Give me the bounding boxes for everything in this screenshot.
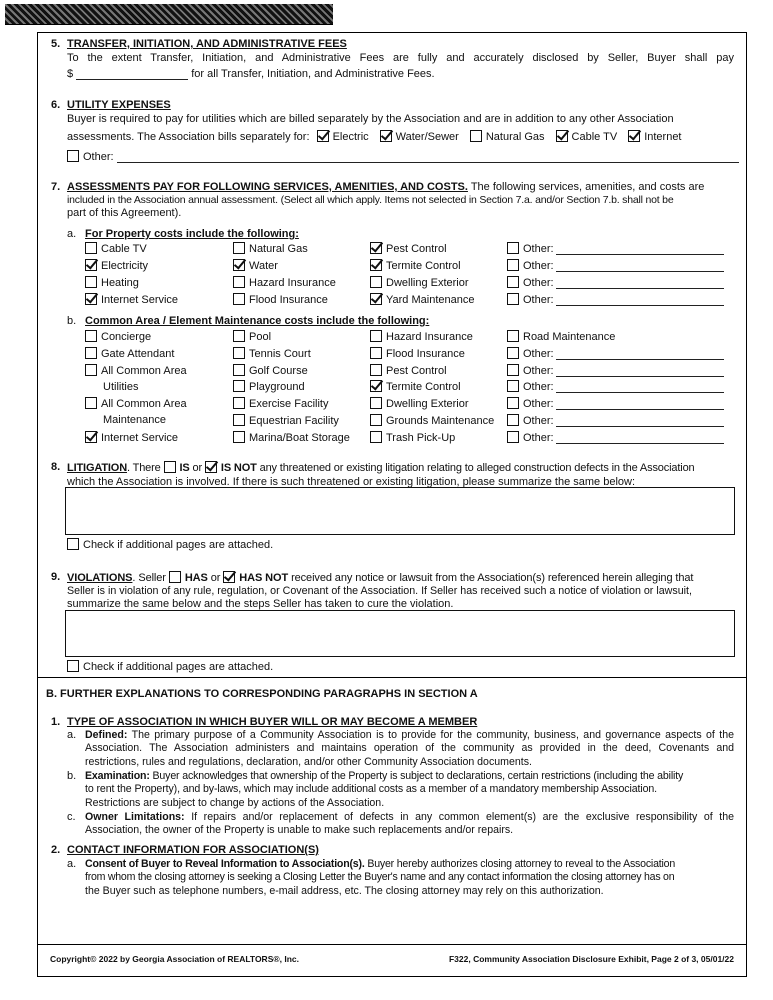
s7b-item-dwelling-exterior[interactable] [370, 397, 469, 410]
sb-p2-number: 2. [51, 844, 61, 856]
s6-title: UTILITY EXPENSES [67, 99, 171, 111]
s6-utility-checkbox[interactable] [470, 130, 482, 142]
sb-p1b-heading: Examination: [85, 770, 150, 782]
s7b-item-label: Dwelling Exterior [386, 398, 469, 411]
s7b-item-marina-boat-storage[interactable] [233, 431, 350, 444]
s7b-item-label-continued: Maintenance [103, 414, 166, 427]
s7a-item-electricity[interactable] [85, 259, 148, 272]
s7b-item-termite-control-checkbox[interactable] [370, 380, 382, 392]
sb-p1-title: TYPE OF ASSOCIATION IN WHICH BUYER WILL OR MAY BECOME A MEMBER [67, 716, 478, 728]
s7a-item-internet-service[interactable] [85, 293, 178, 306]
s6-utility-label: Electric [332, 131, 369, 143]
s7b-item-marina-boat-storage-checkbox[interactable] [233, 431, 245, 443]
s7b-item-all-common-area-checkbox[interactable] [85, 397, 97, 409]
s7b-other-2[interactable] [507, 364, 724, 377]
footer-form-id: F322, Community Association Disclosure Exhibit, Page 2 of 3, 05/01/22 [448, 954, 734, 964]
s7a-other-1[interactable] [507, 242, 724, 255]
s7b-other-label: Other: [523, 347, 554, 360]
s8-pages-checkbox[interactable] [67, 538, 79, 550]
s8-is-checkbox[interactable] [164, 461, 176, 473]
sb-p2a-letter: a. [67, 858, 77, 870]
s7b-title: Common Area / Element Maintenance costs include the following: [85, 315, 430, 327]
s7b-item-all-common-area[interactable] [85, 397, 187, 410]
s7b-other-label: Other: [523, 415, 554, 427]
s9-text-2: Seller is in violation of any rule, regulation, or Covenant of the Association. If Seller has received such a notice of violation or lawsuit, [67, 585, 692, 597]
s7a-item-natural-gas-checkbox[interactable] [233, 242, 245, 254]
s7a-item-termite-control[interactable] [370, 259, 461, 272]
s7b-item-concierge[interactable] [85, 330, 151, 343]
s7b-other-checkbox[interactable] [507, 347, 519, 359]
s7b-item-exercise-facility[interactable] [233, 397, 328, 410]
s7b-other-3[interactable] [507, 380, 724, 393]
s9-summary-box[interactable] [65, 610, 735, 657]
sb-p1c-letter: c. [67, 811, 76, 823]
s7a-item-heating-checkbox[interactable] [85, 276, 97, 288]
s7b-item-label: Gate Attendant [101, 347, 175, 360]
s8-or: or [192, 462, 203, 474]
s7b-item-label: Playground [249, 381, 305, 394]
s7b-item-label: Internet Service [101, 431, 179, 444]
s7a-other-4[interactable] [507, 293, 724, 306]
s7b-item-flood-insurance-checkbox[interactable] [370, 347, 382, 359]
s7b-item-label: Equestrian Facility [249, 415, 339, 427]
s7b-item-grounds-maintenance[interactable] [370, 414, 494, 427]
s6-utility-checkbox[interactable] [556, 130, 568, 142]
s7b-item-pest-control-checkbox[interactable] [370, 364, 382, 376]
s6-text-2: assessments. The Association bills separately for: [67, 131, 310, 143]
s7b-other-field[interactable] [556, 433, 724, 444]
sb-p2a-text-1: Buyer hereby authorizes closing attorney to reveal to the Association [367, 858, 676, 870]
s6-utility-internet[interactable] [628, 131, 681, 143]
sb-p1b-letter: b. [67, 770, 77, 782]
s7b-item-label: Tennis Court [249, 347, 311, 360]
s7a-other-field[interactable] [556, 261, 724, 272]
s7b-other-checkbox[interactable] [507, 364, 519, 376]
s7a-item-pest-control-checkbox[interactable] [370, 242, 382, 254]
s7b-item-label: Trash Pick-Up [386, 431, 456, 444]
s7a-other-label: Other: [523, 277, 554, 289]
section-divider [38, 677, 746, 678]
s7-intro-a: The following services, amenities, and costs are [470, 181, 705, 193]
s7a-item-water-checkbox[interactable] [233, 259, 245, 271]
s7a-item-yard-maintenance-checkbox[interactable] [370, 293, 382, 305]
s7a-item-label: Internet Service [101, 294, 179, 306]
s7b-other-field[interactable] [556, 399, 724, 410]
s7b-item-gate-attendant-checkbox[interactable] [85, 347, 97, 359]
s7-intro [67, 181, 734, 195]
s7b-item-tennis-court[interactable] [233, 347, 311, 360]
s6-other-field[interactable] [117, 152, 739, 163]
s7a-item-natural-gas[interactable] [233, 242, 308, 255]
s9-or: or [210, 572, 221, 584]
s5-fee-text: for all Transfer, Initiation, and Administrative Fees. [191, 68, 435, 80]
sb-p1a-heading: Defined: [85, 729, 128, 741]
s7a-item-cable-tv[interactable] [85, 242, 147, 255]
s8-isnot-checkbox[interactable] [205, 461, 217, 473]
s7a-other-checkbox[interactable] [507, 242, 519, 254]
s6-utility-checkbox[interactable] [380, 130, 392, 142]
s7b-item-dwelling-exterior-checkbox[interactable] [370, 397, 382, 409]
s6-utility-natural-gas[interactable] [470, 131, 545, 143]
sb-p1c [85, 811, 734, 838]
s7a-item-label: Natural Gas [249, 243, 308, 255]
s9-hasnot-checkbox[interactable] [223, 571, 235, 583]
s7b-item-tennis-court-checkbox[interactable] [233, 347, 245, 359]
s7b-other-field[interactable] [556, 416, 724, 427]
sb-p1a-text-3: restrictions, rules and regulations, declaration, and/or other Community Association documents. [85, 755, 532, 768]
s6-utility-checkbox[interactable] [628, 130, 640, 142]
s7b-other-field[interactable] [556, 349, 724, 360]
s8-rest: any threatened or existing litigation relating to alleged construction defects in the Association [259, 462, 695, 474]
s7a-item-heating[interactable] [85, 276, 139, 289]
s7a-other-label: Other: [523, 243, 554, 255]
s7a-item-water[interactable] [233, 259, 278, 272]
s6-utility-label: Natural Gas [485, 131, 545, 143]
s7b-other-label: Other: [523, 381, 554, 394]
s7a-item-label: Yard Maintenance [386, 294, 475, 306]
s5-text: To the extent Transfer, Initiation, and Administrative Fees are fully and accurately disclosed by Seller, Buyer shall pay [67, 52, 734, 64]
s8-number: 8. [51, 461, 61, 473]
form-page [37, 32, 747, 977]
s6-text: Buyer is required to pay for utilities which are billed separately by the Association and are in addition to any other Association [67, 113, 674, 125]
s7b-item-concierge-checkbox[interactable] [85, 330, 97, 342]
s7b-item-label: Termite Control [386, 381, 461, 394]
s7b-item-pest-control[interactable] [370, 364, 447, 377]
s7b-road-checkbox[interactable] [507, 330, 519, 342]
s7b-item-flood-insurance[interactable] [370, 347, 465, 360]
s8-isnot-label: IS NOT [220, 462, 257, 474]
s7a-item-pest-control[interactable] [370, 242, 447, 255]
s7b-item-label: All Common Area [101, 398, 187, 411]
sb-p1b-text-1: Buyer acknowledges that ownership of the Property is subject to declarations, certain restrictions (including the ability [152, 770, 684, 782]
s7b-item-golf-course[interactable] [233, 364, 308, 377]
sb-p2a [85, 858, 734, 898]
s7b-item-label: Marina/Boat Storage [249, 431, 350, 444]
sb-p1c-text-2: Association, the owner of the Property is unable to make such replacements and/or repairs. [85, 824, 514, 837]
s7b-item-label: Concierge [101, 331, 152, 343]
s7b-item-label: Pool [249, 331, 272, 343]
s9-number: 9. [51, 571, 61, 583]
sb-p1c-text-1: If repairs and/or replacement of defects in any common element(s) are the exclusive responsibility of the [191, 811, 734, 823]
sb-p1c-heading: Owner Limitations: [85, 811, 185, 823]
s7b-other-checkbox[interactable] [507, 414, 519, 426]
s7a-item-label: Dwelling Exterior [386, 277, 469, 289]
s7b-other-1[interactable] [507, 347, 724, 360]
s7b-item-label-continued: Utilities [103, 380, 139, 393]
s7b-item-label: All Common Area [101, 364, 187, 377]
s7a-item-dwelling-exterior-checkbox[interactable] [370, 276, 382, 288]
s7a-item-cable-tv-checkbox[interactable] [85, 242, 97, 254]
s9-text-3: summarize the same below and the steps Seller has taken to cure the violation. [67, 598, 454, 610]
s7b-item-label: Pest Control [386, 364, 447, 377]
s7b-item-equestrian-facility[interactable] [233, 414, 339, 427]
s7a-item-label: Heating [101, 277, 139, 289]
s7a-other-field[interactable] [556, 278, 724, 289]
s5-number: 5. [51, 38, 61, 50]
footer-copyright: Copyright© 2022 by Georgia Association of REALTORS®, Inc. [50, 954, 299, 964]
s6-utility-label: Internet [644, 131, 682, 143]
s7a-item-dwelling-exterior[interactable] [370, 276, 469, 289]
s9-pages-checkbox[interactable] [67, 660, 79, 672]
s7a-other-checkbox[interactable] [507, 276, 519, 288]
s7b-item-label: Grounds Maintenance [386, 415, 495, 427]
s7b-other-checkbox[interactable] [507, 380, 519, 392]
s7b-item-playground-checkbox[interactable] [233, 380, 245, 392]
s6-utility-checkbox[interactable] [317, 130, 329, 142]
footer-divider [38, 944, 746, 945]
s8-summary-box[interactable] [65, 487, 735, 535]
s7b-other-field[interactable] [556, 382, 724, 393]
s6-other-label: Other: [83, 151, 114, 163]
s7b-item-trash-pick-up-checkbox[interactable] [370, 431, 382, 443]
s7b-item-gate-attendant[interactable] [85, 347, 174, 360]
s7b-other-field[interactable] [556, 366, 724, 377]
sb-p1a [85, 729, 734, 769]
sb-p1b-text-2: to rent the Property), and by-laws, which may include additional costs as a member of a mandatory membership Association. [85, 783, 658, 796]
s7a-other-checkbox[interactable] [507, 293, 519, 305]
s7b-item-label: Hazard Insurance [386, 331, 473, 343]
s7b-letter: b. [67, 315, 77, 327]
s7b-item-hazard-insurance-checkbox[interactable] [370, 330, 382, 342]
s7a-item-hazard-insurance[interactable] [233, 276, 336, 289]
s8-title: LITIGATION [67, 462, 128, 474]
sb-p1a-text-1: The primary purpose of a Community Association is to provide for the community, business, and governance aspects of the [131, 729, 734, 741]
sb-p2a-text-2: from whom the closing attorney is seeking a Closing Letter the Buyer's name and any contact information the closing attorney has on [85, 871, 675, 884]
sb-p2a-heading: Consent of Buyer to Reveal Information to Association(s). [85, 858, 365, 870]
s7a-item-internet-service-checkbox[interactable] [85, 293, 97, 305]
s7a-item-label: Cable TV [101, 243, 147, 255]
s7b-road-label: Road Maintenance [523, 331, 616, 343]
s7b-item-all-common-area-checkbox[interactable] [85, 364, 97, 376]
s6-utilities-row [67, 130, 682, 143]
s7-number: 7. [51, 181, 61, 193]
s6-utility-water-sewer[interactable] [380, 131, 459, 143]
s7a-item-label: Electricity [101, 260, 149, 272]
s6-number: 6. [51, 99, 61, 111]
s6-utility-cable-tv[interactable] [556, 131, 618, 143]
s7a-other-checkbox[interactable] [507, 259, 519, 271]
s7a-item-flood-insurance-checkbox[interactable] [233, 293, 245, 305]
sb-p1b-text-3: Restrictions are subject to change by actions of the Association. [85, 796, 385, 809]
s7a-other-field[interactable] [556, 295, 724, 306]
s7a-item-label: Termite Control [386, 260, 461, 272]
s7b-item-exercise-facility-checkbox[interactable] [233, 397, 245, 409]
s6-other-checkbox[interactable] [67, 150, 79, 162]
sb-p2-title: CONTACT INFORMATION FOR ASSOCIATION(S) [67, 844, 319, 856]
s7a-item-yard-maintenance[interactable] [370, 293, 474, 306]
s7b-item-hazard-insurance[interactable] [370, 330, 473, 343]
s8-there: . There [127, 462, 161, 474]
s7b-other-5[interactable] [507, 414, 724, 427]
s7b-item-equestrian-facility-checkbox[interactable] [233, 414, 245, 426]
s7b-other-checkbox[interactable] [507, 431, 519, 443]
s7a-item-label: Water [249, 260, 278, 272]
s7b-item-label: Flood Insurance [386, 347, 465, 360]
redacted-header [5, 4, 333, 25]
s7a-item-label: Flood Insurance [249, 294, 328, 306]
s7b-item-trash-pick-up[interactable] [370, 431, 455, 444]
s7a-other-label: Other: [523, 294, 554, 306]
s9-pages-label: Check if additional pages are attached. [83, 661, 274, 673]
s7a-other-label: Other: [523, 260, 554, 272]
s7a-title: For Property costs include the following: [85, 228, 299, 240]
s7a-item-electricity-checkbox[interactable] [85, 259, 97, 271]
s7b-item-label: Exercise Facility [249, 398, 329, 411]
s7a-letter: a. [67, 228, 77, 240]
s5-dollar: $ [67, 68, 74, 80]
s7b-item-label: Golf Course [249, 364, 308, 377]
s7b-item-termite-control[interactable] [370, 380, 461, 393]
s7b-item-playground[interactable] [233, 380, 305, 393]
s7b-item-all-common-area[interactable] [85, 364, 187, 377]
s6-utility-label: Cable TV [571, 131, 618, 143]
sb-p1a-text-2: Association. The Association administers and maintains operation of the community as provided in the deed, Covenants and [85, 742, 734, 755]
s7a-other-field[interactable] [556, 244, 724, 255]
s7b-other-label: Other: [523, 431, 554, 444]
s7a-item-termite-control-checkbox[interactable] [370, 259, 382, 271]
s9-seller: . Seller [132, 572, 166, 584]
s8-is-label: IS [179, 462, 190, 474]
s7a-other-3[interactable] [507, 276, 724, 289]
s7b-other-4[interactable] [507, 397, 724, 410]
sb-p1-number: 1. [51, 716, 61, 728]
s9-has-checkbox[interactable] [169, 571, 181, 583]
s6-utility-label: Water/Sewer [395, 131, 459, 143]
s7b-other-label: Other: [523, 398, 554, 411]
s9-title: VIOLATIONS [67, 572, 133, 584]
s7b-other-checkbox[interactable] [507, 397, 519, 409]
s7a-other-2[interactable] [507, 259, 724, 272]
s7a-item-hazard-insurance-checkbox[interactable] [233, 276, 245, 288]
s7b-item-grounds-maintenance-checkbox[interactable] [370, 414, 382, 426]
s8-pages-label: Check if additional pages are attached. [83, 539, 274, 551]
s7b-other-label: Other: [523, 364, 554, 377]
s7b-item-pool[interactable] [233, 330, 271, 343]
sb-title: B. FURTHER EXPLANATIONS TO CORRESPONDING PARAGRAPHS IN SECTION A [46, 688, 478, 700]
sb-p2a-text-3: the Buyer such as telephone numbers, e-mail address, etc. The closing attorney may rely on this authorization. [85, 884, 604, 897]
s7-intro-c: part of this Agreement). [67, 207, 182, 219]
s7b-item-internet-service[interactable] [85, 431, 178, 444]
s6-utility-electric[interactable] [317, 131, 369, 143]
s7b-item-road-maintenance[interactable] [507, 330, 615, 343]
s7b-other-6[interactable] [507, 431, 724, 444]
s7b-item-pool-checkbox[interactable] [233, 330, 245, 342]
s7a-item-flood-insurance[interactable] [233, 293, 328, 306]
s7a-item-label: Hazard Insurance [249, 277, 336, 289]
s8-text-2: which the Association is involved. If there is such threatened or existing litigation, please summarize the same below: [67, 476, 636, 488]
s7b-item-internet-service-checkbox[interactable] [85, 431, 97, 443]
s7b-item-golf-course-checkbox[interactable] [233, 364, 245, 376]
sb-p1a-letter: a. [67, 729, 77, 741]
s9-rest: received any notice or lawsuit from the Association(s) referenced herein alleging that [291, 572, 694, 584]
s7-intro-b: included in the Association annual assessment. (Select all which apply. Items not selected in Section 7.a. and/or Section 7.b. shall not be [67, 194, 674, 206]
s7a-item-label: Pest Control [386, 243, 447, 255]
s5-fee-field[interactable] [76, 69, 188, 80]
s9-has-label: HAS [184, 572, 208, 584]
s9-hasnot-label: HAS NOT [239, 572, 289, 584]
s7-title: ASSESSMENTS PAY FOR FOLLOWING SERVICES, AMENITIES, AND COSTS. [67, 181, 468, 193]
s5-title: TRANSFER, INITIATION, AND ADMINISTRATIVE FEES [67, 38, 347, 50]
sb-p1b [85, 770, 734, 810]
